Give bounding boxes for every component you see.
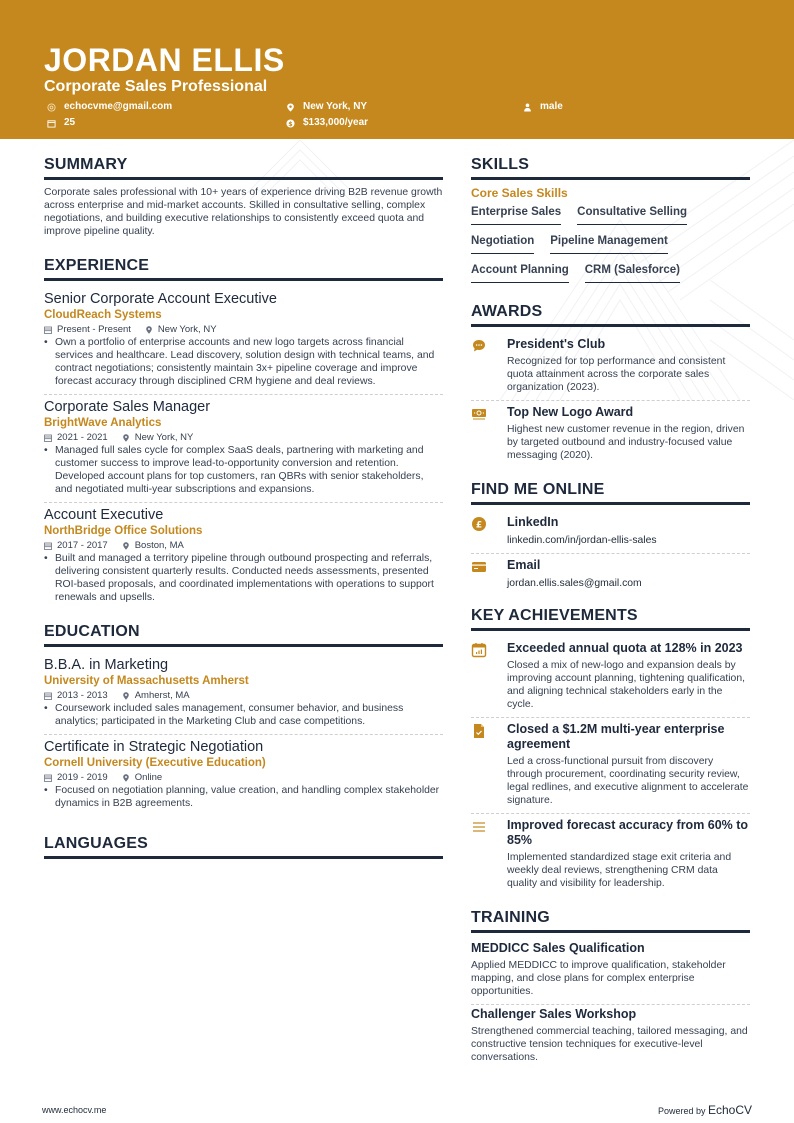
section-title-education: EDUCATION [44, 622, 443, 647]
education-entry [44, 735, 443, 816]
awards-section [471, 302, 750, 468]
location: Online [134, 772, 163, 783]
education-entry [44, 653, 443, 735]
education-section [44, 622, 443, 816]
calendar-icon [46, 118, 56, 128]
map-pin-icon [285, 102, 295, 112]
date-range: 2019 - 2019 [57, 772, 108, 783]
left-column [44, 155, 443, 865]
skill-tag: Pipeline Management [550, 230, 668, 254]
map-pin-icon [122, 542, 130, 550]
skill-tag: Enterprise Sales [471, 201, 561, 225]
bullet-point: • Built and managed a territory pipeline through outbound prospecting and referrals, delivering consistent quarterly results. Conducted needs assessments, presented ROI-based proposals, and coordinated implementations with operations to support renewals and upsells. [44, 553, 434, 603]
online-link-item[interactable] [471, 511, 750, 554]
languages-section [44, 834, 443, 859]
date-range: 2013 - 2013 [57, 690, 108, 701]
achievement-item [471, 637, 750, 718]
contact-salary: $ $133,000/year [285, 117, 368, 129]
candidate-name: JORDAN ELLIS [44, 42, 285, 78]
achievement-title: Exceeded annual quota at 128% in 2023 [507, 641, 743, 655]
skill-tag: Account Planning [471, 259, 569, 283]
award-item [471, 401, 750, 468]
calendar-icon [44, 434, 52, 442]
award-title: Top New Logo Award [507, 405, 634, 419]
bullet-point: • Coursework included sales management, consumer behavior, and business analytics; participated in the Marketing Club and case competitions. [44, 703, 404, 727]
skills-category: Core Sales Skills [471, 186, 568, 200]
bullet-point: • Managed full sales cycle for complex SaaS deals, partnering with marketing and customer success to improve lead-to-opportunity conversion and retention. Developed account plans for top customers, ran QBRs with senior stakeholders, and negotiated multi-year subscriptions and expansions. [44, 445, 424, 495]
calendar-icon [44, 774, 52, 782]
degree: B.B.A. in Marketing [44, 657, 169, 673]
training-item [471, 939, 750, 1005]
link-title: LinkedIn [507, 515, 559, 529]
map-pin-icon [122, 434, 130, 442]
calendar-chart-icon [471, 642, 487, 658]
achievements-section [471, 606, 750, 896]
achievement-item [471, 718, 750, 814]
location: New York, NY [157, 324, 217, 335]
job-title: Corporate Sales Manager [44, 399, 211, 415]
date-range: Present - Present [57, 324, 131, 335]
training-section [471, 908, 750, 1070]
school-name: University of Massachusetts Amherst [44, 675, 249, 687]
location: New York, NY [134, 432, 194, 443]
pound-coin-icon [471, 516, 487, 532]
document-check-icon [471, 723, 487, 739]
user-icon [522, 102, 532, 112]
company-name: NorthBridge Office Solutions [44, 525, 203, 537]
footer-powered-by[interactable]: Powered by EchoCV [657, 1103, 752, 1117]
linkedin-link[interactable]: linkedin.com/in/jordan-ellis-sales [507, 535, 657, 546]
location: Boston, MA [134, 540, 184, 551]
achievement-item [471, 814, 750, 896]
achievement-description: Led a cross-functional pursuit from discovery through procurement, coordinating security review, legal redlines, and executive alignment to accelerate signature. [507, 756, 749, 806]
contact-email[interactable]: echocvme@gmail.com [46, 101, 172, 113]
calendar-icon [44, 692, 52, 700]
job-title: Account Executive [44, 507, 164, 523]
online-section [471, 480, 750, 596]
map-pin-icon [122, 774, 130, 782]
menu-lines-icon [471, 819, 487, 835]
map-pin-icon [122, 692, 130, 700]
email-link[interactable]: jordan.ellis.sales@gmail.com [507, 578, 642, 589]
section-title-achievements: KEY ACHIEVEMENTS [471, 606, 750, 631]
experience-entry [44, 395, 443, 503]
skill-tag: Consultative Selling [577, 201, 687, 225]
skill-tag: Negotiation [471, 230, 534, 254]
section-title-awards: AWARDS [471, 302, 750, 327]
chat-bubble-icon [471, 338, 487, 354]
training-title: Challenger Sales Workshop [471, 1007, 637, 1021]
experience-section [44, 256, 443, 610]
skill-tag: CRM (Salesforce) [585, 259, 680, 283]
credit-card-icon [471, 559, 487, 575]
svg-text:$: $ [287, 120, 293, 128]
contact-location: New York, NY [285, 101, 367, 113]
skills-list [471, 201, 750, 288]
contact-gender: male [522, 101, 563, 113]
location: Amherst, MA [134, 690, 190, 701]
date-range: 2021 - 2021 [57, 432, 108, 443]
banknote-icon [471, 406, 487, 422]
calendar-icon [44, 542, 52, 550]
award-description: Recognized for top performance and consistent quota attainment across the corporate sales organization (2023). [507, 356, 726, 393]
section-title-skills: SKILLS [471, 155, 750, 180]
footer-website-link[interactable]: www.echocv.me [42, 1105, 107, 1115]
achievement-title: Closed a $1.2M multi-year enterprise agreement [507, 722, 725, 751]
section-title-training: TRAINING [471, 908, 750, 933]
link-title: Email [507, 558, 541, 572]
map-pin-icon [145, 326, 153, 334]
training-title: MEDDICC Sales Qualification [471, 941, 645, 955]
training-description: Strengthened commercial teaching, tailored messaging, and constructive tension techniques for executive-level conversations. [471, 1026, 748, 1063]
experience-entry [44, 503, 443, 610]
bullet-point: • Focused on negotiation planning, value creation, and handling complex stakeholder dynamics in B2B agreements. [44, 785, 440, 809]
skills-section [471, 155, 750, 288]
degree: Certificate in Strategic Negotiation [44, 739, 264, 755]
achievement-description: Implemented standardized stage exit criteria and weekly deal reviews, strengthening CRM data quality and visibility for leadership. [507, 852, 732, 889]
summary-text: Corporate sales professional with 10+ years of experience driving B2B revenue growth across enterprise and mid-market accounts. Skilled in consultative selling, complex negotiations, and building executive relationships to consistently exceed quota and improve pipeline quality. [44, 187, 443, 237]
section-title-online: FIND ME ONLINE [471, 480, 750, 505]
section-title-summary: SUMMARY [44, 155, 443, 180]
achievement-description: Closed a mix of new-logo and expansion deals by improving account planning, tightening qualification, and aligning technical stakeholders early in the cycle. [507, 660, 745, 710]
company-name: CloudReach Systems [44, 309, 162, 321]
section-title-languages: LANGUAGES [44, 834, 443, 859]
candidate-title: Corporate Sales Professional [44, 78, 268, 95]
achievement-title: Improved forecast accuracy from 60% to 85% [507, 818, 749, 847]
training-item [471, 1005, 750, 1070]
summary-section [44, 155, 443, 238]
right-column [471, 155, 750, 1070]
online-link-item[interactable] [471, 554, 750, 596]
dollar-icon [285, 118, 295, 128]
award-title: President's Club [507, 337, 606, 351]
award-description: Highest new customer revenue in the region, driven by targeted outbound and industry-focused value messaging (2020). [507, 424, 745, 461]
brand-name: EchoCV [707, 1103, 752, 1117]
calendar-icon [44, 326, 52, 334]
school-name: Cornell University (Executive Education) [44, 757, 266, 769]
training-description: Applied MEDDICC to improve qualification, stakeholder mapping, and close plans for complex enterprise opportunities. [471, 960, 726, 997]
job-title: Senior Corporate Account Executive [44, 291, 277, 307]
bullet-point: • Own a portfolio of enterprise accounts and new logo targets across financial services and healthcare. Lead discovery, solution design with technical teams, and contract negotiations; consistently maintain 3x+ pipeline coverage and improve forecast accuracy through disciplined CRM hygiene and deal reviews. [44, 337, 435, 387]
contact-age: 25 [46, 117, 75, 129]
award-item [471, 333, 750, 401]
company-name: BrightWave Analytics [44, 417, 162, 429]
at-icon [46, 102, 56, 112]
resume-header [0, 0, 794, 139]
date-range: 2017 - 2017 [57, 540, 108, 551]
section-title-experience: EXPERIENCE [44, 256, 443, 281]
svg-text:£: £ [475, 520, 483, 531]
experience-entry [44, 287, 443, 395]
